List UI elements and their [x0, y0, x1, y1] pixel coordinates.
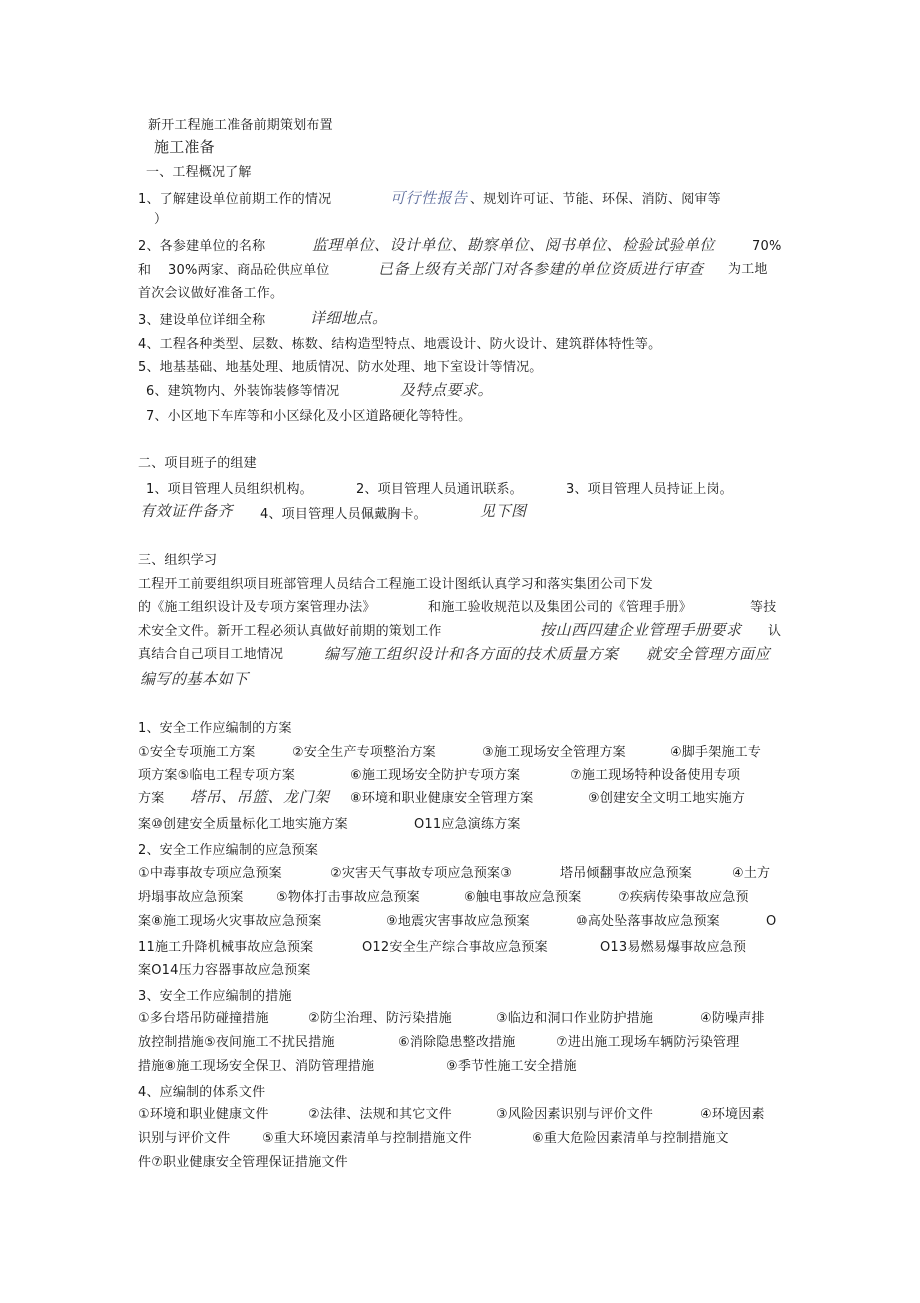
handwriting-annotation: 及特点要求。	[400, 381, 494, 399]
paragraph-line: 认	[768, 624, 782, 639]
item-4-text: 4、工程各种类型、层数、栋数、结构造型特点、地震设计、防火设计、建筑群体特性等。	[138, 337, 662, 352]
item-1-text: 1、了解建设单位前期工作的情况	[138, 192, 332, 207]
list-item: ⑧环境和职业健康安全管理方案	[350, 791, 534, 806]
document-subtitle: 施工准备	[154, 138, 215, 156]
list-item: 放控制措施⑤夜间施工不扰民措施	[138, 1035, 335, 1050]
list-item: 案O14压力容器事故应急预案	[138, 963, 311, 978]
list-item: 案⑩创建安全质量标化工地实施方案	[138, 817, 348, 832]
list-item: ⑥触电事故应急预案	[464, 890, 582, 905]
list-item: ③施工现场安全管理方案	[482, 745, 626, 760]
item-2-text-last: 首次会议做好准备工作。	[138, 286, 284, 301]
team-item-2: 2、项目管理人员通讯联系。	[356, 482, 523, 497]
handwriting-annotation: 就安全管理方面应	[646, 645, 771, 663]
list-item: ④土方	[732, 866, 771, 881]
item-6-text: 6、建筑物内、外装饰装修等情况	[146, 384, 340, 399]
list-item: ⑤重大环境因素清单与控制措施文件	[262, 1131, 472, 1146]
list-item: O	[766, 914, 777, 929]
plan-heading: 3、安全工作应编制的措施	[138, 989, 292, 1004]
list-item: O13易燃易爆事故应急预	[600, 940, 747, 955]
list-item: ⑩高处坠落事故应急预案	[576, 914, 720, 929]
item-2-and: 和	[138, 263, 152, 278]
team-item-3: 3、项目管理人员持证上岗。	[566, 482, 733, 497]
handwriting-annotation: 按山西四建企业管理手册要求	[540, 621, 742, 639]
list-item: ④环境因素	[700, 1107, 765, 1122]
item-3-text: 3、建设单位详细全称	[138, 313, 266, 328]
list-item: ③临边和洞口作业防护措施	[496, 1011, 654, 1026]
handwriting-annotation: 已备上级有关部门对各参建的单位资质进行审查	[378, 260, 704, 278]
team-item-4: 4、项目管理人员佩戴胸卡。	[260, 507, 427, 522]
item-7-text: 7、小区地下车库等和小区绿化及小区道路硬化等特性。	[146, 409, 472, 424]
list-item: ②安全生产专项整治方案	[292, 745, 436, 760]
item-5-text: 5、地基基础、地基处理、地质情况、防水处理、地下室设计等情况。	[138, 360, 543, 375]
list-item: ⑤物体打击事故应急预案	[276, 890, 420, 905]
handwriting-annotation: 有效证件备齐	[140, 502, 234, 520]
list-item: ⑦进出施工现场车辆防污染管理	[556, 1035, 740, 1050]
list-item: ⑦施工现场特种设备使用专项	[570, 768, 741, 783]
handwriting-annotation: 详细地点。	[310, 309, 388, 327]
item-2-percent: 70%	[752, 239, 782, 254]
list-item: O11应急演练方案	[414, 817, 521, 832]
list-item: 件⑦职业健康安全管理保证措施文件	[138, 1155, 348, 1170]
item-2-text: 2、各参建单位的名称	[138, 239, 266, 254]
team-item-1: 1、项目管理人员组织机构。	[146, 482, 313, 497]
list-item: ⑥消除隐患整改措施	[398, 1035, 516, 1050]
list-item: ⑥施工现场安全防护专项方案	[350, 768, 521, 783]
list-item: ⑨季节性施工安全措施	[446, 1059, 577, 1074]
list-item: 11施工升降机械事故应急预案	[138, 940, 314, 955]
list-item: 坍塌事故应急预案	[138, 890, 244, 905]
list-item: 项方案⑤临电工程专项方案	[138, 768, 296, 783]
plan-heading: 2、安全工作应编制的应急预案	[138, 843, 319, 858]
handwriting-annotation: 编写施工组织设计和各方面的技术质量方案	[324, 645, 619, 663]
list-item: ④防噪声排	[700, 1011, 765, 1026]
list-item: 方案	[138, 791, 165, 806]
paragraph-line: 和施工验收规范以及集团公司的《管理手册》	[428, 600, 693, 615]
list-item: ②灾害天气事故专项应急预案③	[330, 866, 513, 881]
paragraph-line: 的《施工组织设计及专项方案管理办法》	[138, 600, 376, 615]
list-item: 塔吊倾翻事故应急预案	[560, 866, 693, 881]
list-item: 措施⑧施工现场安全保卫、消防管理措施	[138, 1059, 375, 1074]
list-item: ⑦疾病传染事故应急预	[618, 890, 749, 905]
list-item: ②防尘治理、防污染措施	[308, 1011, 452, 1026]
list-item: ⑨创建安全文明工地实施方	[588, 791, 746, 806]
paragraph-line: 术安全文件。新开工程必须认真做好前期的策划工作	[138, 624, 442, 639]
handwriting-annotation: 见下图	[480, 502, 527, 520]
document-title: 新开工程施工准备前期策划布置	[148, 118, 333, 133]
item-1-close: ）	[154, 212, 168, 227]
handwriting-annotation: 塔吊、吊篮、龙门架	[190, 788, 330, 806]
handwriting-annotation: 监理单位、设计单位、勘察单位、阅书单位、检验试验单位	[312, 236, 716, 254]
paragraph-line: 工程开工前要组织项目班部管理人员结合工程施工设计图纸认真学习和落实集团公司下发	[138, 577, 653, 592]
handwriting-annotation: 编写的基本如下	[140, 670, 249, 688]
list-item: 识别与评价文件	[138, 1131, 231, 1146]
plan-heading: 4、应编制的体系文件	[138, 1085, 266, 1100]
list-item: ⑨地震灾害事故应急预案	[386, 914, 530, 929]
section-3-heading: 三、组织学习	[138, 553, 218, 568]
list-item: ③风险因素识别与评价文件	[496, 1107, 654, 1122]
handwriting-annotation: 可行性报告	[390, 189, 468, 207]
list-item: ①安全专项施工方案	[138, 745, 256, 760]
item-2-text-cont: 30%两家、商品砼供应单位	[168, 263, 330, 278]
list-item: ④脚手架施工专	[670, 745, 762, 760]
list-item: ①环境和职业健康文件	[138, 1107, 269, 1122]
section-2-heading: 二、项目班子的组建	[138, 456, 257, 471]
paragraph-line: 真结合自己项目工地情况	[138, 647, 284, 662]
item-2-text-end: 为工地	[728, 262, 768, 277]
paragraph-line: 等技	[750, 600, 777, 615]
list-item: O12安全生产综合事故应急预案	[362, 940, 548, 955]
list-item: ⑥重大危险因素清单与控制措施文	[532, 1131, 729, 1146]
list-item: ①中毒事故专项应急预案	[138, 866, 282, 881]
list-item: 案⑧施工现场火灾事故应急预案	[138, 914, 322, 929]
item-1-text-cont: 、规划许可证、节能、环保、消防、阅审等	[470, 192, 721, 207]
list-item: ②法律、法规和其它文件	[308, 1107, 452, 1122]
list-item: ①多台塔吊防碰撞措施	[138, 1011, 269, 1026]
plan-heading: 1、安全工作应编制的方案	[138, 721, 292, 736]
section-1-heading: 一、工程概况了解	[146, 165, 252, 180]
